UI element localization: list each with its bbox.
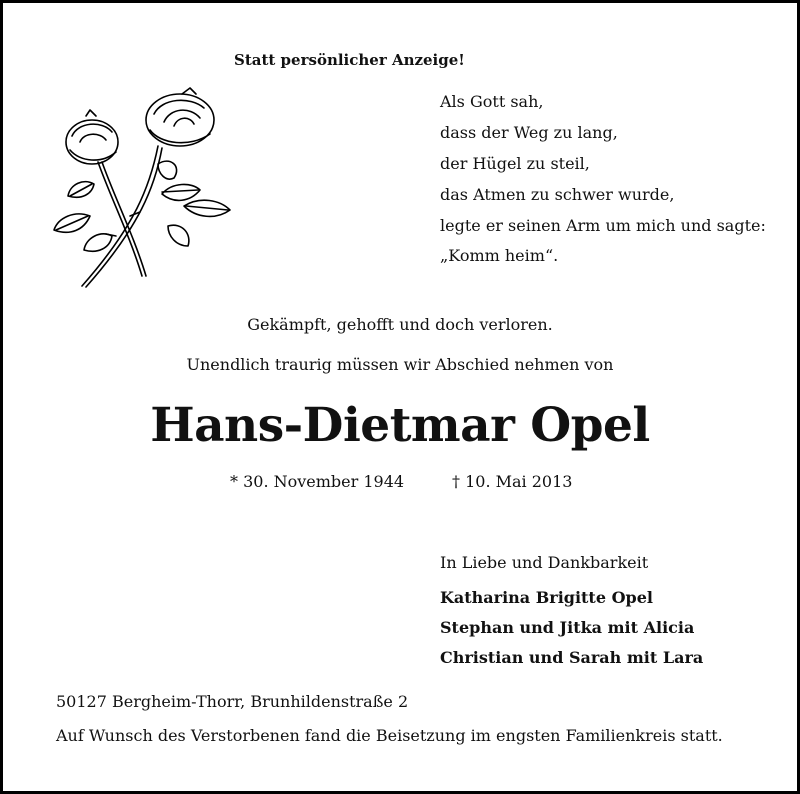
mourner-name: Katharina Brigitte Opel [440,588,653,607]
deceased-name: Hans-Dietmar Opel [150,398,650,453]
poem-line: dass der Weg zu lang, [440,123,618,142]
death-date: † 10. Mai 2013 [452,472,573,491]
burial-note: Auf Wunsch des Verstorbenen fand die Beisetzung im engsten Familienkreis statt. [56,726,723,745]
notice-heading: Statt persönlicher Anzeige! [234,51,465,69]
poem-line: das Atmen zu schwer wurde, [440,185,675,204]
poem-line: Als Gott sah, [440,92,544,111]
rose-icon [50,86,240,292]
poem-line: „Komm heim“. [440,246,559,265]
intro-line-1: Gekämpft, gehofft und doch verloren. [247,315,553,334]
mourner-name: Christian und Sarah mit Lara [440,648,704,667]
mourners-intro: In Liebe und Dankbarkeit [440,553,649,572]
birth-date: * 30. November 1944 [230,472,405,491]
poem-line: legte er seinen Arm um mich und sagte: [440,216,766,235]
intro-line-2: Unendlich traurig müssen wir Abschied nehmen von [186,355,614,374]
address: 50127 Bergheim-Thorr, Brunhildenstraße 2 [56,692,409,711]
mourner-name: Stephan und Jitka mit Alicia [440,618,695,637]
poem-line: der Hügel zu steil, [440,154,590,173]
